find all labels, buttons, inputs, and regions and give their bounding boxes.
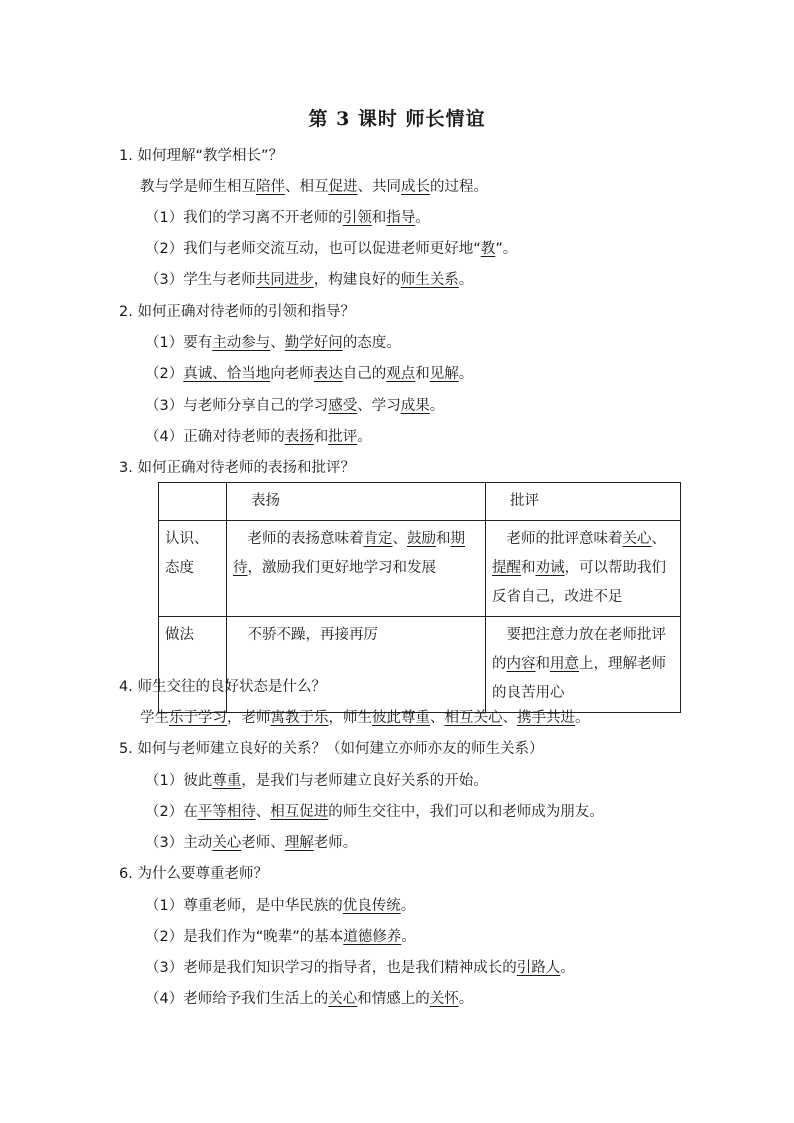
- row-label-attitude: 认识、态度: [159, 521, 227, 617]
- text-run: ，老师: [227, 710, 271, 726]
- cell-criticism-practice: [486, 617, 681, 713]
- underlined-keyword: 表达: [313, 366, 343, 382]
- underlined-keyword: 内容: [506, 656, 536, 672]
- text-run: ，激励我们更好地学习和发展: [247, 560, 436, 576]
- text-run: （3）老师是我们知识学习的指导者，也是我们精神成长的: [145, 960, 517, 976]
- text-run: 和: [313, 429, 329, 445]
- table-row: [159, 521, 681, 617]
- underlined-keyword: 指导: [386, 210, 416, 226]
- underlined-keyword: 陪伴: [256, 179, 285, 195]
- question-2: 2. 如何正确对待老师的引领和指导？: [119, 304, 355, 320]
- underlined-keyword: 感受: [328, 398, 358, 414]
- underlined-keyword: 寓教于乐: [270, 710, 329, 726]
- text-run: （3）学生与老师: [145, 272, 256, 288]
- underlined-keyword: 真诚、恰当地: [183, 366, 271, 382]
- answer-6-point-1: [145, 896, 415, 916]
- text-run: 。: [575, 710, 590, 726]
- underlined-keyword: 道德修养: [343, 929, 402, 945]
- text-run: 、学习: [357, 398, 401, 414]
- text-run: 。: [429, 398, 445, 414]
- underlined-keyword: 关怀: [429, 991, 459, 1007]
- text-run: 不骄不躁，再接再厉: [233, 627, 378, 643]
- text-run: （3）与老师分享自己的学习: [145, 398, 329, 414]
- answer-5-point-2: [145, 802, 604, 822]
- text-run: 、共同: [357, 179, 401, 195]
- question-3: 3. 如何正确对待老师的表扬和批评？: [119, 460, 355, 476]
- text-run: 自己的: [342, 366, 387, 382]
- text-run: ，师生: [328, 710, 372, 726]
- text-run: 和: [415, 366, 430, 382]
- underlined-keyword: 引领: [342, 210, 372, 226]
- underlined-keyword: 彼此尊重: [372, 710, 430, 726]
- text-run: （1）彼此: [145, 773, 213, 789]
- underlined-keyword: 理解: [284, 835, 314, 851]
- text-run: 和: [436, 531, 451, 547]
- text-run: （2）在: [145, 804, 198, 820]
- table-row: [159, 617, 681, 713]
- table-header-blank: [159, 483, 227, 521]
- text-run: （1）我们的学习离不开老师的: [145, 210, 343, 226]
- text-run: 。: [458, 366, 474, 382]
- underlined-keyword: 关心: [622, 531, 652, 547]
- answer-5-point-3: [145, 833, 357, 853]
- text-run: 、相互: [285, 179, 329, 195]
- underlined-keyword: 表扬: [284, 429, 314, 445]
- underlined-keyword: 促进: [328, 179, 358, 195]
- text-run: 学生: [140, 710, 169, 726]
- answer-2-point-4: [145, 427, 372, 447]
- answer-1: [140, 177, 488, 197]
- underlined-keyword: 期待: [233, 531, 465, 576]
- text-run: 。: [415, 210, 430, 226]
- underlined-keyword: 见解: [429, 366, 459, 382]
- text-run: 的师生交往中，我们可以和老师成为朋友。: [328, 804, 604, 820]
- text-run: 上，理解老师的良苦用心: [492, 656, 666, 701]
- text-run: ，可以帮助我们反省自己，改进不足: [492, 560, 666, 605]
- text-run: （4）正确对待老师的: [145, 429, 285, 445]
- underlined-keyword: 相互关心: [444, 710, 503, 726]
- answer-6-point-3: [145, 958, 575, 978]
- table-header-praise: 表扬: [227, 483, 486, 521]
- text-run: 。: [400, 898, 416, 914]
- underlined-keyword: 教: [480, 241, 496, 257]
- text-run: （1）要有: [145, 335, 213, 351]
- text-run: 。: [458, 272, 474, 288]
- text-run: 和情感上的: [357, 991, 430, 1007]
- underlined-keyword: 观点: [386, 366, 416, 382]
- underlined-keyword: 劝诫: [535, 560, 565, 576]
- answer-2-point-1: [145, 333, 401, 353]
- text-run: 的态度。: [342, 335, 401, 351]
- table-header-criticism: 批评: [486, 483, 681, 521]
- text-run: ，是我们与老师建立良好关系的开始。: [241, 773, 488, 789]
- answer-5-point-1: [145, 771, 488, 791]
- text-run: 。: [560, 960, 575, 976]
- question-5: 5. 如何与老师建立良好的关系？（如何建立亦师亦友的师生关系）: [119, 741, 544, 757]
- underlined-keyword: 携手共进: [517, 710, 575, 726]
- text-run: 要把注意力放在老师批评的: [492, 627, 666, 672]
- underlined-keyword: 优良传统: [342, 898, 401, 914]
- underlined-keyword: 相互促进: [270, 804, 329, 820]
- text-run: 的过程。: [430, 179, 488, 195]
- text-run: （2）: [145, 366, 184, 382]
- text-run: 和: [535, 656, 550, 672]
- answer-1-point-3: [145, 270, 473, 290]
- text-run: 老师、: [241, 835, 285, 851]
- question-4: 4. 师生交往的良好状态是什么？: [119, 679, 326, 695]
- underlined-keyword: 引路人: [516, 960, 561, 976]
- underlined-keyword: 勤学好问: [284, 335, 343, 351]
- underlined-keyword: 师生关系: [400, 272, 459, 288]
- answer-6-point-4: [145, 989, 473, 1009]
- underlined-keyword: 提醒: [492, 560, 521, 576]
- text-run: 。: [458, 991, 474, 1007]
- underlined-keyword: 鼓励: [407, 531, 436, 547]
- answer-1-point-1: [145, 208, 430, 228]
- cell-praise-attitude: [227, 521, 486, 617]
- text-run: ”。: [495, 241, 518, 257]
- text-run: 老师的批评意味着: [492, 531, 623, 547]
- underlined-keyword: 关心: [328, 991, 358, 1007]
- answer-6-point-2: [145, 927, 416, 947]
- text-run: 。: [401, 929, 416, 945]
- underlined-keyword: 共同进步: [255, 272, 314, 288]
- text-run: 教与学是师生相互: [140, 179, 256, 195]
- text-run: 、: [502, 710, 517, 726]
- text-run: （2）我们与老师交流互动，也可以促进老师更好地“: [145, 241, 481, 257]
- text-run: 向老师: [270, 366, 314, 382]
- underlined-keyword: 关心: [212, 835, 242, 851]
- text-run: 、: [392, 531, 407, 547]
- table-header-row: [159, 483, 681, 521]
- text-run: （3）主动: [145, 835, 213, 851]
- underlined-keyword: 主动参与: [212, 335, 271, 351]
- underlined-keyword: 乐于学习: [169, 710, 227, 726]
- text-run: ，构建良好的: [313, 272, 401, 288]
- cell-praise-practice: [227, 617, 486, 713]
- underlined-keyword: 成长: [401, 179, 430, 195]
- text-run: 。: [357, 429, 372, 445]
- underlined-keyword: 批评: [328, 429, 358, 445]
- text-run: 、: [270, 335, 285, 351]
- text-run: 老师的表扬意味着: [233, 531, 364, 547]
- text-run: 、: [255, 804, 271, 820]
- underlined-keyword: 成果: [400, 398, 430, 414]
- answer-2-point-3: [145, 396, 444, 416]
- text-run: 老师。: [313, 835, 358, 851]
- question-6: 6. 为什么要尊重老师？: [119, 866, 268, 882]
- answer-4: [140, 708, 590, 728]
- underlined-keyword: 平等相待: [197, 804, 256, 820]
- underlined-keyword: 尊重: [212, 773, 242, 789]
- text-run: 、: [651, 531, 666, 547]
- text-run: 、: [430, 710, 445, 726]
- answer-1-point-2: [145, 239, 517, 259]
- text-run: （4）老师给予我们生活上的: [145, 991, 329, 1007]
- text-run: 和: [371, 210, 387, 226]
- text-run: （2）是我们作为“晚辈”的基本: [145, 929, 344, 945]
- text-run: 和: [521, 560, 536, 576]
- cell-criticism-attitude: [486, 521, 681, 617]
- answer-2-point-2: [145, 364, 473, 384]
- underlined-keyword: 肯定: [363, 531, 393, 547]
- row-label-practice: 做法: [159, 617, 227, 713]
- underlined-keyword: 用意: [550, 656, 579, 672]
- text-run: （1）尊重老师，是中华民族的: [145, 898, 343, 914]
- page-title: 第 3 课时 师长情谊: [308, 108, 486, 130]
- question-1: 1. 如何理解“教学相长”？: [119, 148, 283, 164]
